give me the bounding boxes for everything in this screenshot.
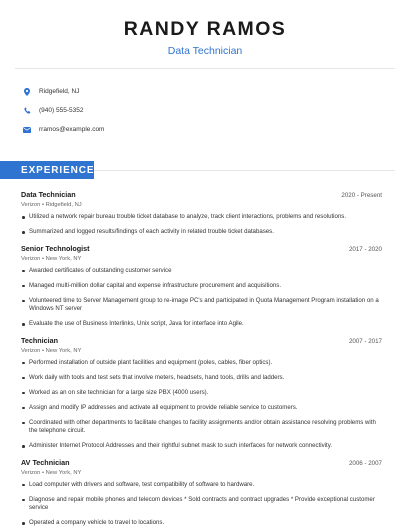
experience-section-title: EXPERIENCE	[0, 161, 94, 179]
job-company-location	[21, 347, 382, 355]
job-title: AV Technician	[21, 457, 70, 467]
job-title: Senior Technologist	[21, 243, 90, 253]
bullet-item: Worked as an on site technician for a large size PBX (4000 users).	[21, 389, 382, 398]
contact-email	[22, 120, 410, 139]
separator-dot: •	[40, 469, 46, 476]
job-bullets	[21, 267, 382, 329]
bullet-item: Work daily with tools and test sets that involve meters, headsets, hand tools, drills and ladders.	[21, 374, 382, 383]
bullet-item: Evaluate the use of Business Interlinks, Unix script, Java for interface into Agile.	[21, 320, 382, 329]
job-entry	[21, 244, 382, 329]
job-entry	[21, 458, 382, 528]
job-company-location	[21, 255, 382, 263]
job-location: New York, NY	[45, 255, 82, 262]
phone-icon	[22, 107, 32, 114]
location-pin-icon	[22, 88, 32, 96]
job-header	[21, 190, 382, 200]
job-header	[21, 336, 382, 346]
job-company-location	[21, 469, 382, 477]
contact-list	[0, 69, 410, 139]
contact-phone	[22, 101, 410, 120]
bullet-item: Awarded certificates of outstanding customer service	[21, 267, 382, 276]
separator-dot: •	[40, 255, 46, 262]
job-dates: 2007 - 2017	[348, 337, 382, 345]
job-entry	[21, 190, 382, 237]
experience-list	[21, 190, 382, 530]
job-bullets	[21, 359, 382, 451]
bullet-item: Operated a company vehicle to travel to locations.	[21, 519, 382, 528]
job-company: Verizon	[21, 202, 41, 208]
job-location: New York, NY	[45, 469, 82, 476]
job-bullets	[21, 213, 382, 237]
contact-email-link[interactable]: rramos@example.com	[39, 126, 105, 133]
bullet-item: Utilized a network repair bureau trouble ticket database to analyze, track client interactions, problems and resolutions.	[21, 213, 382, 222]
job-header	[21, 458, 382, 468]
job-dates: 2006 - 2007	[348, 459, 382, 467]
job-entry	[21, 336, 382, 451]
job-company: Verizon	[21, 255, 41, 262]
job-location: New York, NY	[45, 347, 82, 354]
job-bullets	[21, 481, 382, 528]
section-divider	[94, 170, 395, 171]
email-icon	[22, 127, 32, 133]
candidate-name: RANDY RAMOS	[123, 18, 287, 40]
bullet-item: Coordinated with other departments to facilitate changes to facility assignments and/or obtain assistance resolving problems with the telephone circuit.	[21, 419, 382, 436]
separator-dot: •	[40, 347, 46, 354]
job-company: Verizon	[21, 347, 41, 354]
job-company: Verizon	[21, 469, 41, 476]
job-company-location	[21, 201, 382, 209]
bullet-item: Performed installation of outside plant facilities and equipment (poles, cables, fiber optics).	[21, 359, 382, 368]
job-location: Ridgefield, NJ	[45, 202, 82, 208]
contact-phone-text: (940) 555-5352	[39, 107, 84, 114]
bullet-item: Summarized and logged results/findings of each activity in related trouble ticket databases.	[21, 228, 382, 237]
job-dates: 2020 - Present	[341, 192, 382, 199]
candidate-role: Data Technician	[167, 45, 243, 57]
bullet-item: Managed multi-million dollar capital and expense infrastructure procurement and acquisitions.	[21, 282, 382, 291]
separator-dot: •	[40, 202, 46, 208]
job-header	[21, 244, 382, 254]
bullet-item: Load computer with drivers and software, test compatibility of software to hardware.	[21, 481, 382, 490]
bullet-item: Volunteered time to Server Management group to re-image PC's and participated in Quota Management Program installation on a Windows NT server	[21, 297, 382, 314]
contact-location-text: Ridgefield, NJ	[39, 88, 80, 95]
job-title: Technician	[21, 335, 59, 345]
job-title: Data Technician	[21, 190, 76, 199]
resume-header	[0, 0, 410, 57]
bullet-item: Assign and modify IP addresses and activate all equipment to provide reliable service to customers.	[21, 404, 382, 413]
bullet-item: Diagnose and repair mobile phones and telecom devices * Sold contracts and contract upgrades * Provide exceptional customer service	[21, 496, 382, 513]
contact-location	[22, 82, 410, 101]
job-dates: 2017 - 2020	[348, 245, 382, 253]
bullet-item: Administer Internet Protocol Addresses and their rightful subnet mask to such interfaces for network connectivity.	[21, 442, 382, 451]
